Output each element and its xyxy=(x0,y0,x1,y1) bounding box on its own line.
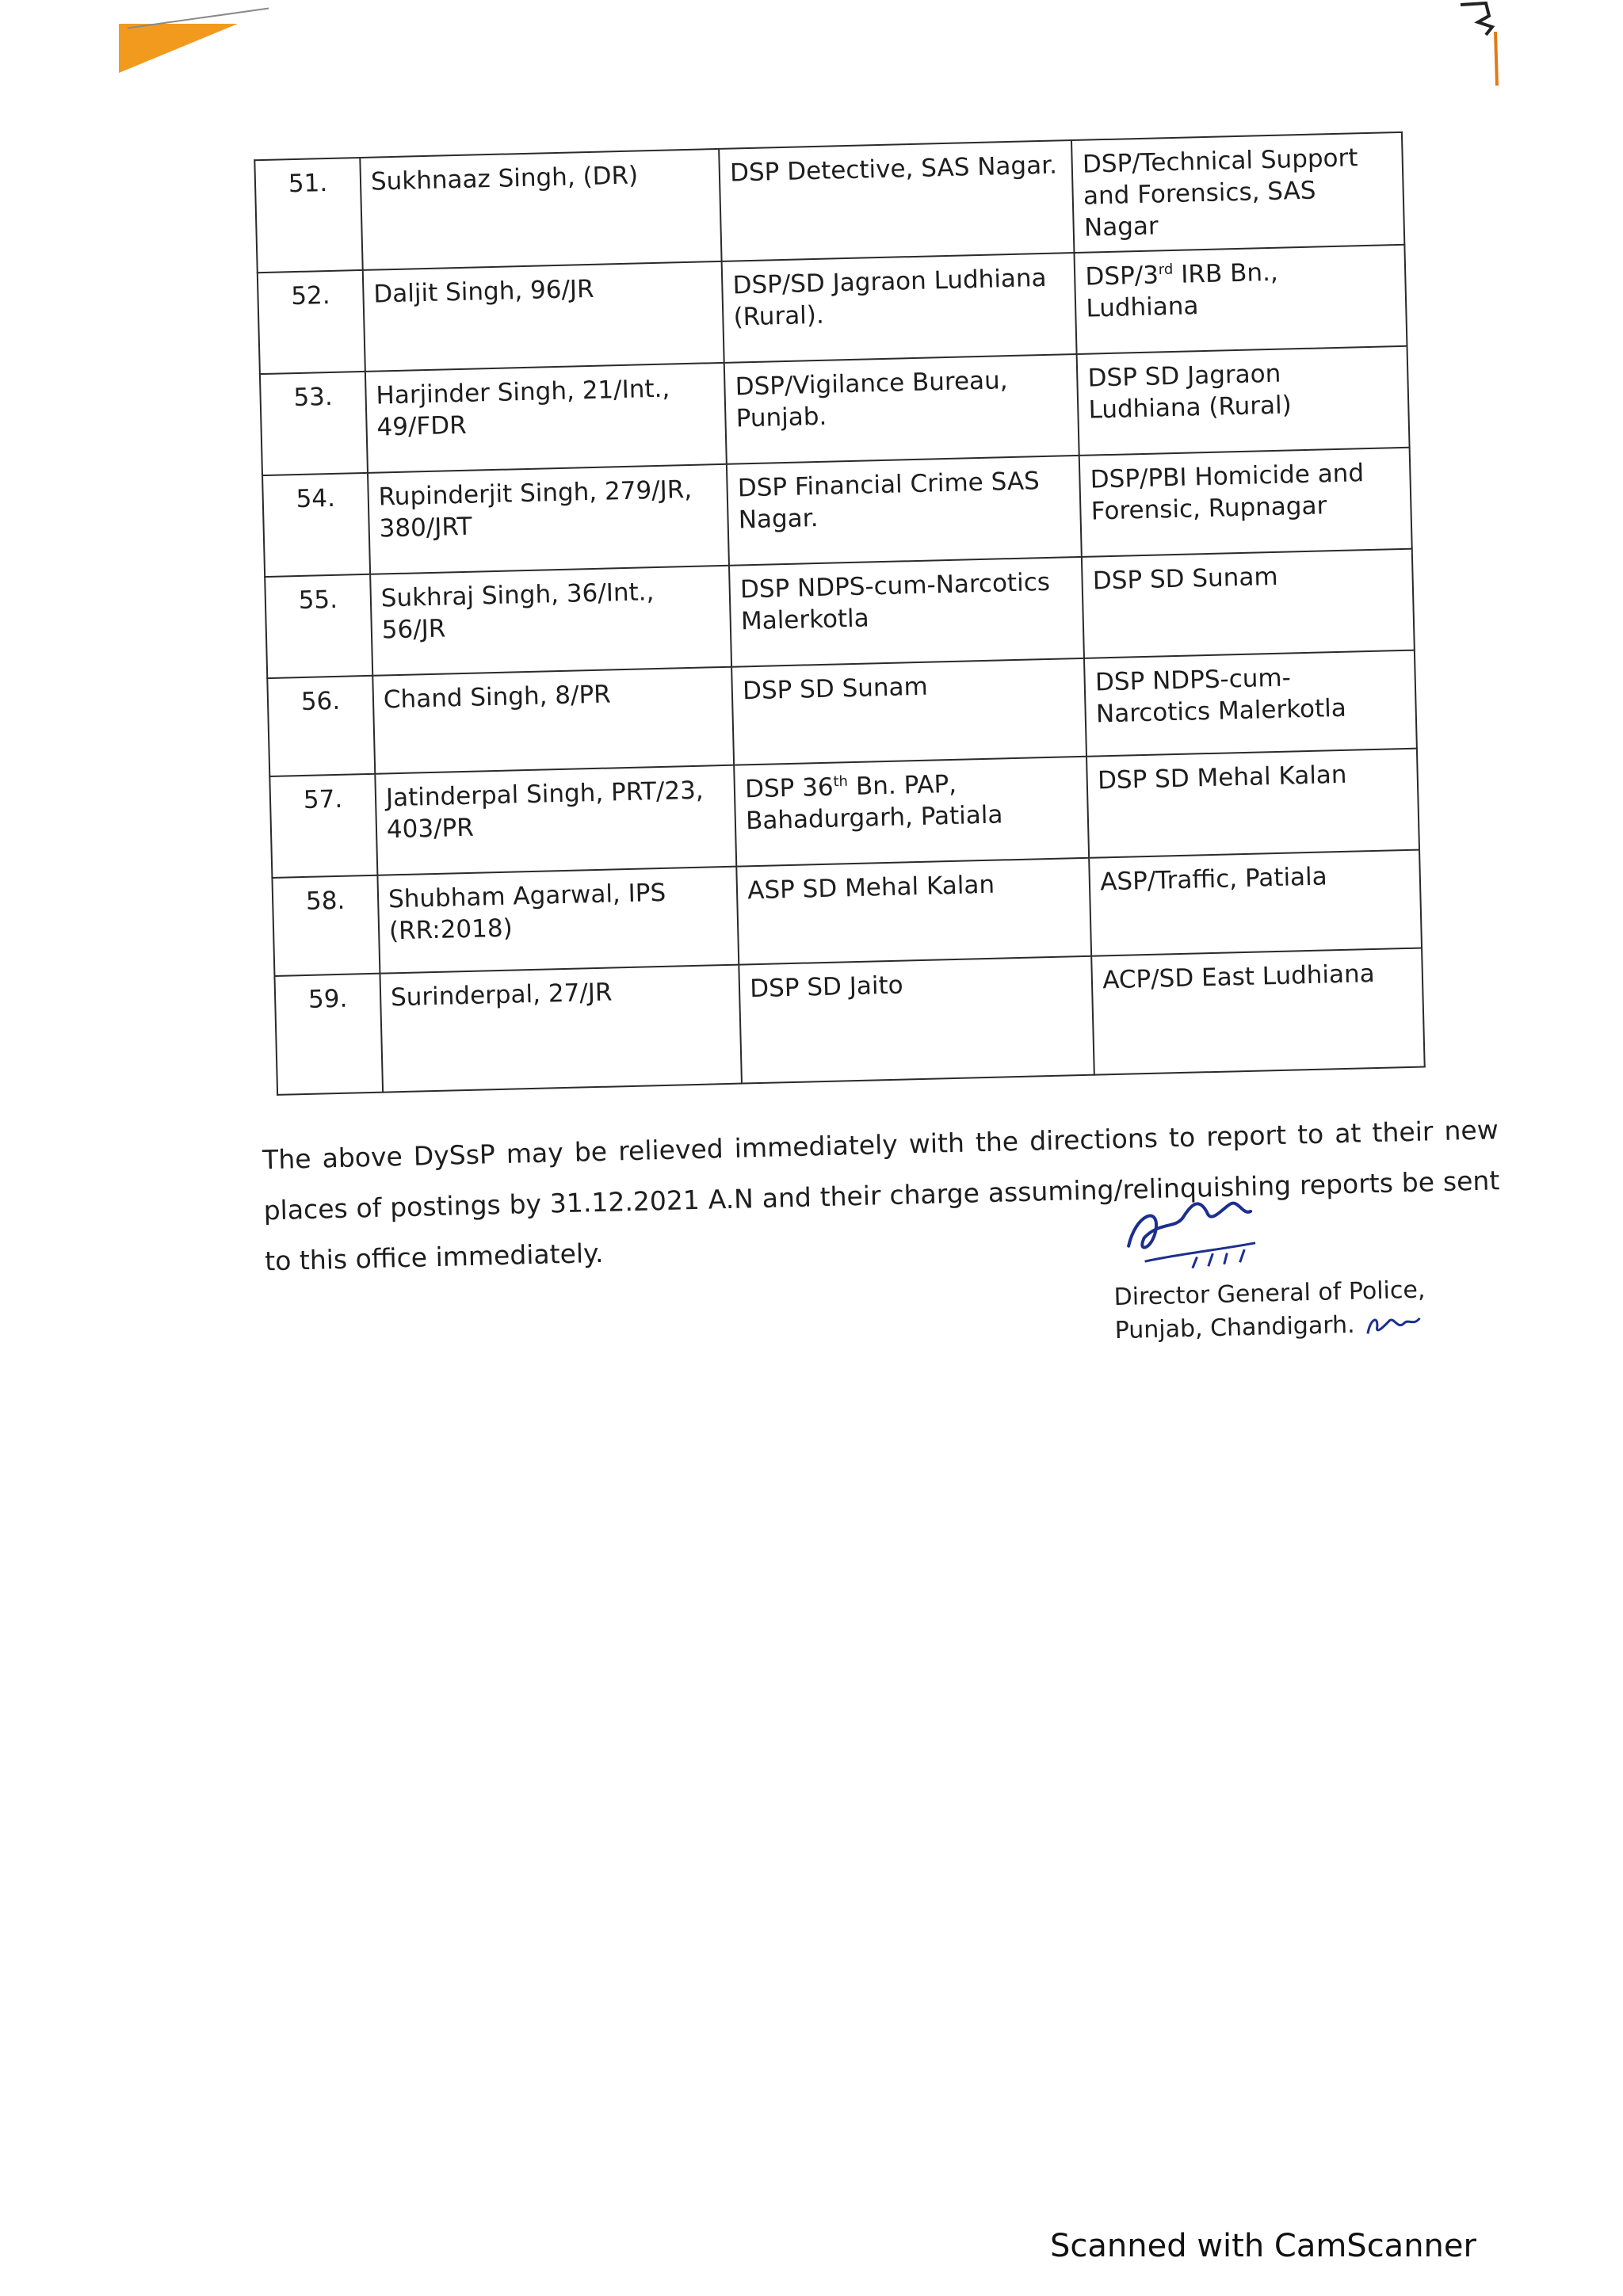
document-body xyxy=(230,121,1500,1386)
serial-number: 56. xyxy=(267,676,375,776)
serial-number: 59. xyxy=(274,974,383,1095)
signatory-title xyxy=(1113,1272,1480,1348)
new-posting-text-rest: IRB Bn., Ludhiana xyxy=(1086,257,1279,323)
current-posting: DSP Detective, SAS Nagar. xyxy=(719,140,1074,261)
serial-number: 55. xyxy=(265,574,372,678)
new-posting: ASP/Traffic, Patiala xyxy=(1089,850,1422,956)
corner-scribble xyxy=(1454,0,1502,87)
new-posting: DSP NDPS-cum-Narcotics Malerkotla xyxy=(1084,650,1417,757)
current-posting: DSP SD Jaito xyxy=(739,956,1095,1084)
new-posting xyxy=(1075,245,1407,354)
postings-table xyxy=(254,132,1425,1096)
current-posting: DSP/SD Jagraon Ludhiana (Rural). xyxy=(722,253,1077,363)
officer-name: Jatinderpal Singh, PRT/23, 403/PR xyxy=(375,765,736,875)
new-posting: DSP SD Mehal Kalan xyxy=(1086,749,1419,858)
new-posting: DSP SD Jagraon Ludhiana (Rural) xyxy=(1077,346,1410,456)
signatory-title-line1: Director General of Police, xyxy=(1113,1276,1426,1312)
serial-number: 54. xyxy=(262,473,370,577)
initials-mark xyxy=(1362,1308,1426,1341)
current-posting: DSP/Vigilance Bureau, Punjab. xyxy=(724,354,1079,464)
serial-number: 51. xyxy=(254,158,362,273)
officer-name: Shubham Agarwal, IPS (RR:2018) xyxy=(377,867,739,974)
new-posting: DSP/Technical Support and Forensics, SAS Nagar xyxy=(1071,132,1404,253)
officer-name: Rupinderjit Singh, 279/JR, 380/JRT xyxy=(368,464,729,574)
signatory-title-line2-text: Punjab, Chandigarh. xyxy=(1114,1310,1356,1345)
serial-number: 57. xyxy=(269,774,377,878)
new-posting: DSP/PBI Homicide and Forensic, Rupnagar xyxy=(1079,448,1412,557)
serial-number: 53. xyxy=(260,372,368,475)
current-posting: ASP SD Mehal Kalan xyxy=(737,858,1092,965)
closing-instruction: The above DySsP may be relieved immediately with the directions to report to at their new places of postings by 31.12.2021 A.N and their charge assuming/relinquishing reports be sent to this office immediately. xyxy=(262,1114,1500,1277)
serial-number: 58. xyxy=(272,875,380,976)
current-posting: DSP NDPS-cum-Narcotics Malerkotla xyxy=(729,557,1084,667)
officer-name: Sukhnaaz Singh, (DR) xyxy=(360,149,722,270)
officer-name: Surinderpal, 27/JR xyxy=(380,965,742,1093)
officer-name: Chand Singh, 8/PR xyxy=(372,667,734,774)
current-posting: DSP SD Sunam xyxy=(731,658,1086,765)
officer-name: Daljit Singh, 96/JR xyxy=(363,261,724,372)
ordinal-suffix: rd xyxy=(1158,261,1174,279)
scanner-watermark: Scanned with CamScanner xyxy=(1050,2228,1476,2264)
corner-tape-mark xyxy=(119,24,238,73)
officer-name: Harjinder Singh, 21/Int., 49/FDR xyxy=(365,363,727,473)
serial-number: 52. xyxy=(258,270,365,374)
current-posting-text: DSP 36 xyxy=(744,772,834,804)
ordinal-suffix: th xyxy=(833,772,849,791)
new-posting-text: DSP/3 xyxy=(1085,261,1159,292)
current-posting xyxy=(734,757,1089,867)
signature-block xyxy=(1111,1174,1480,1348)
handwritten-signature xyxy=(1111,1179,1288,1278)
new-posting: DSP SD Sunam xyxy=(1082,549,1415,658)
current-posting: DSP Financial Crime SAS Nagar. xyxy=(727,456,1082,566)
officer-name: Sukhraj Singh, 36/Int., 56/JR xyxy=(370,566,731,676)
new-posting: ACP/SD East Ludhiana xyxy=(1091,948,1424,1075)
current-posting-text-rest: Bn. PAP, Bahadurgarh, Patiala xyxy=(745,769,1003,836)
